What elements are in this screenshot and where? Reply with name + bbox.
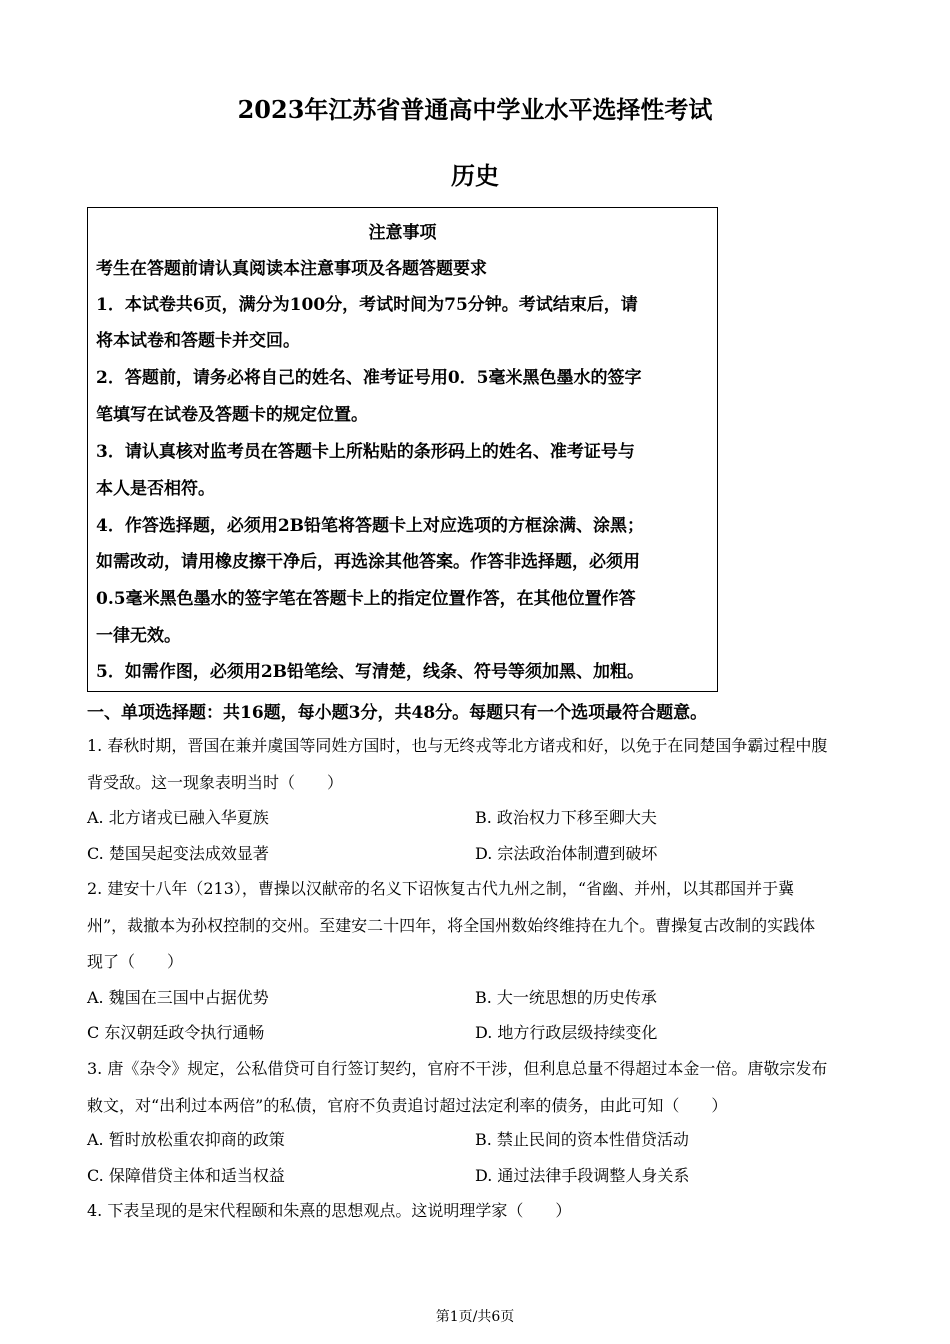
question-2-stem: 2. 建安十八年（213），曹操以汉献帝的名义下诏恢复古代九州之制，“省幽、并州，以其郡国并于冀 [87,879,795,898]
question-2-option-a: A. 魏国在三国中占据优势 [87,988,269,1007]
question-3-option-c: C. 保障借贷主体和适当权益 [87,1166,285,1185]
question-3-option-d: D. 通过法律手段调整人身关系 [475,1166,690,1185]
question-1-option-b: B. 政治权力下移至卿大夫 [475,808,657,827]
subject-title: 历史 [451,161,499,190]
question-1-option-a: A. 北方诸戎已融入华夏族 [87,808,269,827]
notice-line: 5．如需作图，必须用2B铅笔绘、写清楚，线条、符号等须加黑、加粗。 [96,662,645,682]
question-1-stem: 背受敌。这一现象表明当时（ ） [87,773,344,792]
notice-line: 4．作答选择题，必须用2B铅笔将答题卡上对应选项的方框涂满、涂黑； [96,516,645,536]
page-number: 第1页/共6页 [435,1309,515,1325]
question-1-option-c: C. 楚国吴起变法成效显著 [87,844,269,863]
question-2-option-c: C 东汉朝廷政令执行通畅 [87,1023,265,1042]
notice-line: 3．请认真核对监考员在答题卡上所粘贴的条形码上的姓名、准考证号与 [96,442,635,462]
notice-heading: 注意事项 [368,223,437,243]
notice-line: 如需改动，请用橡皮擦干净后，再选涂其他答案。作答非选择题，必须用 [96,552,640,572]
section-heading: 一、单项选择题：共16题，每小题3分，共48分。每题只有一个选项最符合题意。 [87,703,708,723]
question-1-stem: 1. 春秋时期，晋国在兼并虞国等同姓方国时，也与无终戎等北方诸戎和好，以免于在同楚国争霸过程中腹 [87,736,828,755]
notice-line: 1．本试卷共6页，满分为100分，考试时间为75分钟。考试结束后，请 [96,295,638,315]
notice-box [87,207,718,692]
exam-title: 2023年江苏省普通高中学业水平选择性考试 [237,95,713,124]
notice-line: 0.5毫米黑色墨水的签字笔在答题卡上的指定位置作答，在其他位置作答 [96,589,636,609]
question-4-stem: 4. 下表呈现的是宋代程颐和朱熹的思想观点。这说明理学家（ ） [87,1201,572,1220]
notice-line: 2．答题前，请务必将自己的姓名、准考证号用0．5毫米黑色墨水的签字 [96,368,642,388]
notice-line: 考生在答题前请认真阅读本注意事项及各题答题要求 [96,259,487,279]
notice-line: 将本试卷和答题卡并交回。 [96,331,300,351]
question-3-stem: 3. 唐《杂令》规定，公私借贷可自行签订契约，官府不干涉，但利息总量不得超过本金一倍。唐敬宗发布 [87,1059,828,1078]
question-2-stem: 现了（ ） [87,952,184,971]
notice-line: 一律无效。 [96,626,181,646]
question-2-stem: 州”，裁撤本为孙权控制的交州。至建安二十四年，将全国州数始终维持在九个。曹操复古改制的实践体 [87,916,816,935]
question-3-stem: 敕文，对“出利过本两倍”的私债，官府不负责追讨超过法定利率的债务，由此可知（ ） [87,1096,728,1115]
question-3-option-b: B. 禁止民间的资本性借贷活动 [475,1130,689,1149]
question-1-option-d: D. 宗法政治体制遭到破坏 [475,844,658,863]
question-3-option-a: A. 暂时放松重农抑商的政策 [87,1130,285,1149]
notice-line: 笔填写在试卷及答题卡的规定位置。 [96,405,368,425]
notice-line: 本人是否相符。 [96,479,215,499]
question-2-option-b: B. 大一统思想的历史传承 [475,988,657,1007]
question-2-option-d: D. 地方行政层级持续变化 [475,1023,658,1042]
